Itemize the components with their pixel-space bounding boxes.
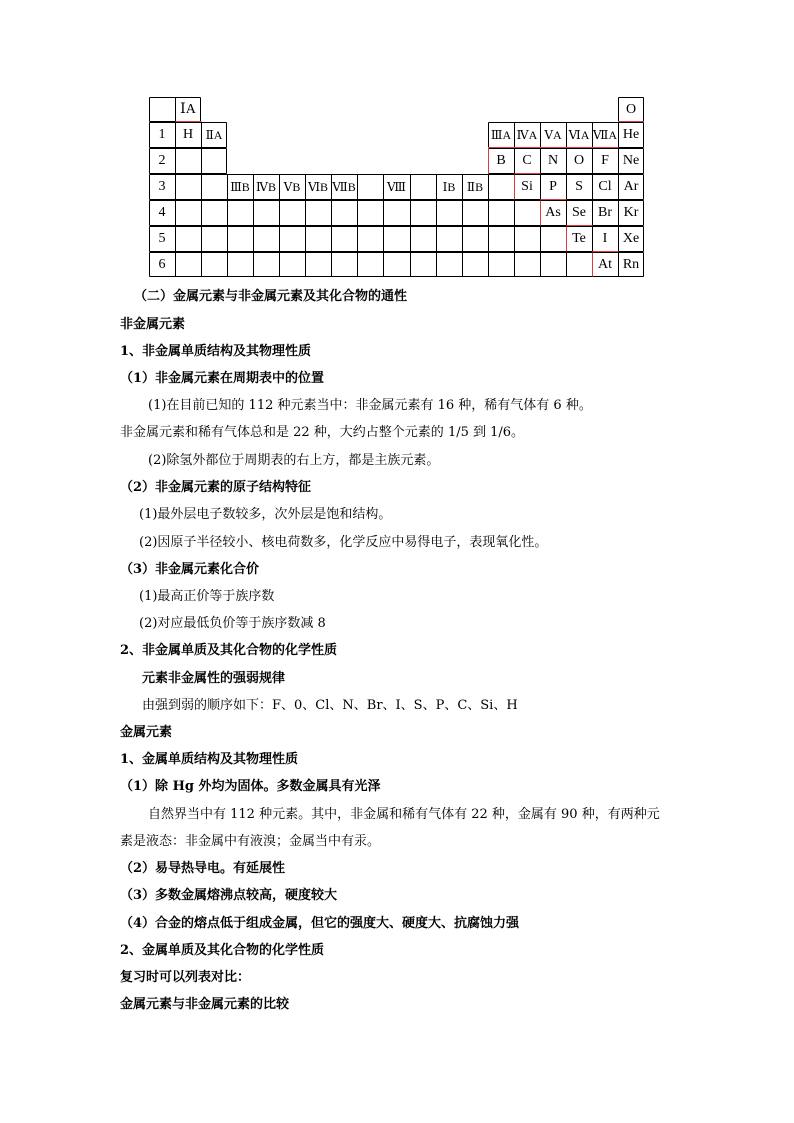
element-At: At <box>598 256 612 272</box>
element-He: He <box>622 127 640 142</box>
heading-nonmetal-structure: 1、非金属单质结构及其物理性质 <box>120 344 312 359</box>
element-Se: Se <box>572 205 586 220</box>
paragraph-position-1: (1)在目前已知的 112 种元素当中：非金属元素有 16 种，稀有气体有 6 种。 <box>148 398 592 413</box>
paragraph-strength-order: 由强到弱的顺序如下：F、0、Cl、N、Br、I、S、P、C、Si、H <box>142 698 518 713</box>
element-Ar: Ar <box>623 179 639 194</box>
period-1-label: 1 <box>158 127 166 142</box>
subheading-melting-point: （3）多数金属熔沸点较高，硬度较大 <box>120 888 338 903</box>
heading-nonmetal-elements: 非金属元素 <box>120 317 186 332</box>
paragraph-atomic-2: (2)因原子半径较小、核电荷数多，化学反应中易得电子，表现氧化性。 <box>139 535 548 550</box>
section-heading-metal-nonmetal: （二）金属元素与非金属元素及其化合物的通性 <box>134 289 408 304</box>
group-IIIB-label: ⅢB <box>230 180 250 194</box>
group-O-label: O <box>625 101 637 117</box>
group-VIB-label: ⅥB <box>307 180 329 194</box>
element-Si: Si <box>521 179 533 194</box>
heading-nonmetal-chemistry: 2、非金属单质及其化合物的化学性质 <box>120 643 338 658</box>
group-VIIA-label: ⅦA <box>592 128 618 142</box>
periodic-table <box>149 97 644 277</box>
element-I: I <box>602 231 608 246</box>
group-IIA-label: ⅡA <box>205 128 223 142</box>
subheading-solid-luster: （1）除 Hg 外均为固体。多数金属具有光泽 <box>120 779 381 794</box>
subheading-atomic-structure: （2）非金属元素的原子结构特征 <box>120 480 312 495</box>
element-F: F <box>601 153 609 168</box>
subheading-nonmetallic-strength: 元素非金属性的强弱规律 <box>142 671 286 686</box>
paragraph-position-3: (2)除氢外都位于周期表的右上方，都是主族元素。 <box>148 453 440 468</box>
period-2-label: 2 <box>158 153 166 168</box>
paragraph-review-tip: 复习时可以列表对比： <box>120 970 251 985</box>
element-Te: Te <box>572 231 586 246</box>
group-IA-label: ⅠA <box>180 101 196 117</box>
element-Cl: Cl <box>598 179 612 194</box>
period-5-label: 5 <box>158 231 166 246</box>
element-P: P <box>549 179 557 194</box>
element-C: C <box>522 153 532 168</box>
subheading-alloy: （4）合金的熔点低于组成金属，但它的强度大、硬度大、抗腐蚀力强 <box>120 916 520 931</box>
group-VIII-label: Ⅷ <box>387 180 406 194</box>
group-VB-label: ⅤB <box>283 180 301 194</box>
paragraph-valence-2: (2)对应最低负价等于族序数减 8 <box>139 616 326 631</box>
heading-metal-structure: 1、金属单质结构及其物理性质 <box>120 752 299 767</box>
paragraph-position-2: 非金属元素和稀有气体总和是 22 种，大约占整个元素的 1/5 到 1/6。 <box>120 425 525 440</box>
paragraph-elements-count-2: 素是液态：非金属中有液溴；金属当中有汞。 <box>120 834 381 849</box>
group-IIB-label: ⅡB <box>466 180 484 194</box>
period-3-label: 3 <box>158 179 166 194</box>
element-As: As <box>545 205 561 220</box>
group-VIIB-label: ⅦB <box>332 180 356 194</box>
subheading-valence: （3）非金属元素化合价 <box>120 562 260 577</box>
heading-comparison: 金属元素与非金属元素的比较 <box>120 997 290 1012</box>
subheading-conductivity: （2）易导热导电。有延展性 <box>120 861 286 876</box>
group-VA-label: ⅤA <box>544 128 562 142</box>
element-Br: Br <box>598 205 612 220</box>
element-N: N <box>547 153 559 168</box>
paragraph-elements-count-1: 自然界当中有 112 种元素。其中，非金属和稀有气体有 22 种，金属有 90 种，有两种元 <box>148 807 660 822</box>
element-Kr: Kr <box>623 205 639 220</box>
group-IVA-label: ⅣA <box>516 128 538 142</box>
element-Ne: Ne <box>622 153 640 168</box>
group-IVB-label: ⅣB <box>256 180 276 194</box>
element-S: S <box>575 179 583 194</box>
group-VIA-label: ⅥA <box>568 128 590 142</box>
element-Rn: Rn <box>622 256 640 272</box>
element-O: O <box>573 153 585 168</box>
paragraph-valence-1: (1)最高正价等于族序数 <box>139 589 275 604</box>
group-IB-label: ⅠB <box>442 180 456 194</box>
element-H: H <box>182 127 194 142</box>
heading-metal-chemistry: 2、金属单质及其化合物的化学性质 <box>120 943 325 958</box>
paragraph-atomic-1: (1)最外层电子数较多，次外层是饱和结构。 <box>139 507 392 522</box>
heading-metal-elements: 金属元素 <box>120 725 173 740</box>
period-6-label: 6 <box>158 256 166 272</box>
group-IIIA-label: ⅢA <box>490 128 512 142</box>
element-Xe: Xe <box>622 231 640 246</box>
subheading-position: （1）非金属元素在周期表中的位置 <box>120 371 325 386</box>
element-B: B <box>496 153 506 168</box>
period-4-label: 4 <box>158 205 166 220</box>
